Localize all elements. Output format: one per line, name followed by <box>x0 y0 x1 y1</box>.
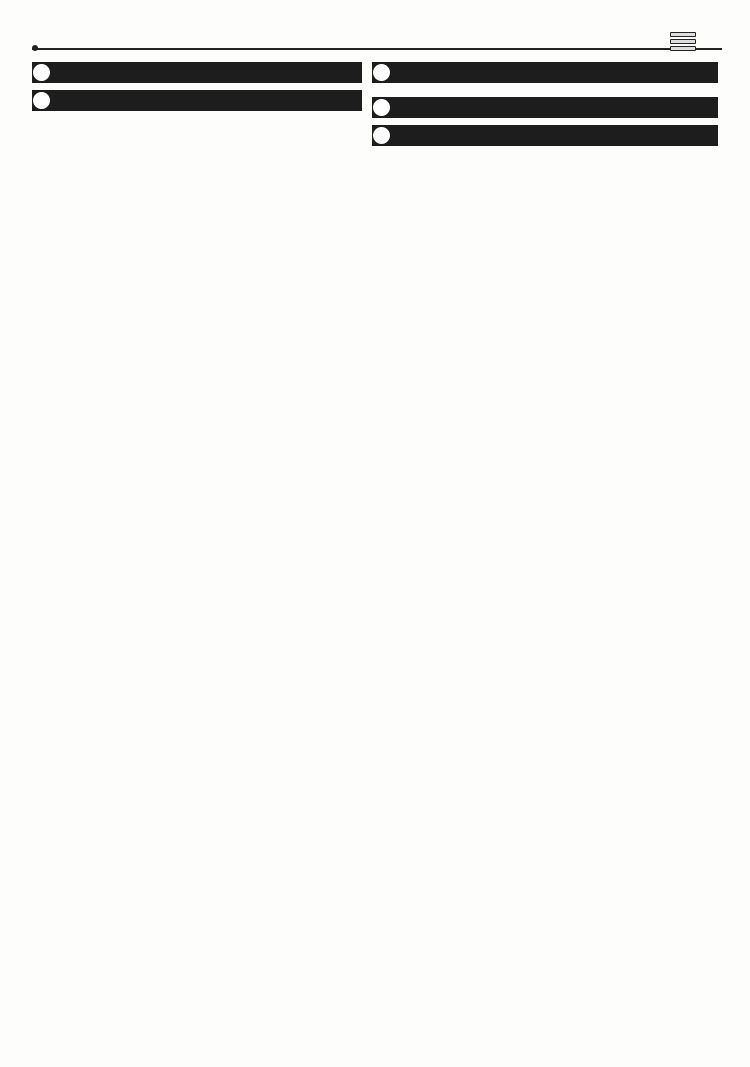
section-bar-extension <box>372 62 718 83</box>
header-dot <box>32 45 38 51</box>
section-number-badge <box>373 127 390 144</box>
section-bar-preview <box>372 97 718 118</box>
page-header <box>32 30 722 50</box>
left-column <box>32 58 362 118</box>
section-bar-after-class <box>32 90 362 111</box>
section-bar-classroom <box>32 62 362 83</box>
header-rule <box>32 48 722 50</box>
right-column <box>372 58 718 153</box>
section-number-badge <box>33 64 50 81</box>
books-icon <box>670 32 696 48</box>
section-number-badge <box>33 92 50 109</box>
section-number-badge <box>373 99 390 116</box>
section-number-badge <box>373 64 390 81</box>
section-bar-classroom <box>372 125 718 146</box>
